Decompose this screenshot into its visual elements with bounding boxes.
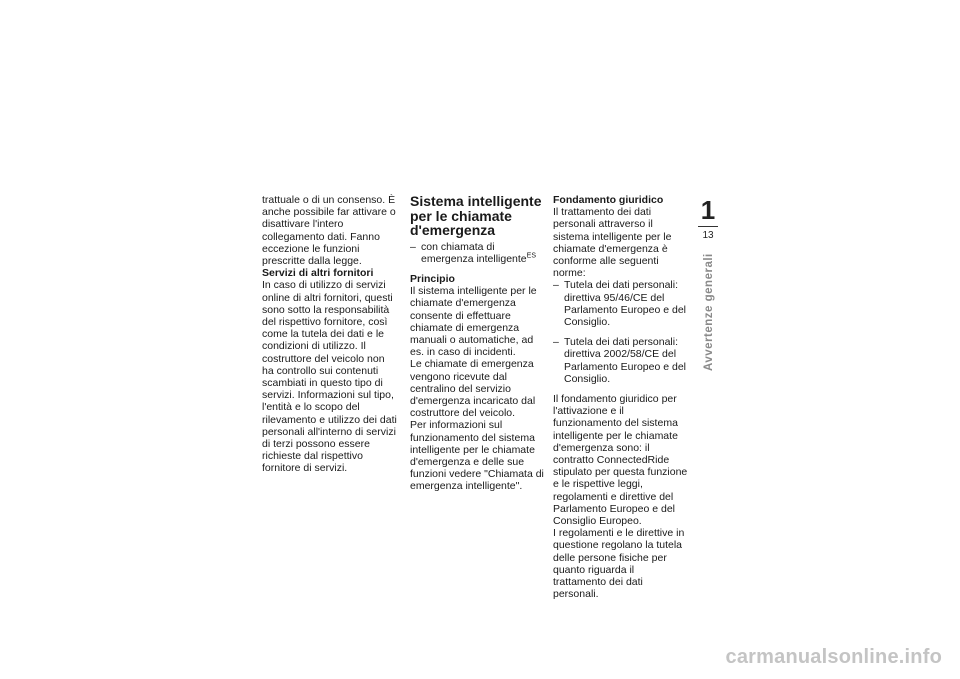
paragraph: trattuale o di un consenso. È anche possibile far attivare o disattivare l'intero collegamento dati. Fanno eccezione le funzioni prescritte dalla legge. bbox=[262, 194, 396, 268]
list-item: – Tutela dei dati personali: direttiva 2002/58/CE del Parlamento Europeo e del Consiglio. bbox=[553, 336, 689, 385]
list-item: – Tutela dei dati personali: direttiva 95/46/CE del Parlamento Europeo e del Consiglio. bbox=[553, 279, 689, 328]
section-heading-principle: Principio bbox=[410, 272, 455, 285]
watermark: carmanualsonline.info bbox=[725, 646, 942, 668]
regulation-list bbox=[553, 279, 689, 385]
paragraph: I regolamenti e le direttive in questione regolano la tutela delle persone fisiche per quanto riguarda il trattamento dei dati personali. bbox=[553, 527, 685, 601]
paragraph: Le chiamate di emergenza vengono ricevute dal centralino del servizio d'emergenza incaricato dal costruttore del veicolo. bbox=[410, 358, 536, 420]
paragraph: Il fondamento giuridico per l'attivazione e il funzionamento del sistema intelligente per le chiamate d'emergenza sono: il contratto ConnectedRide stipulato per questa funzione e le rispettive leggi, regolamenti e direttive del Parlamento Europeo e del Consiglio Europeo. bbox=[553, 393, 688, 528]
text-column-3 bbox=[553, 194, 689, 601]
chapter-divider bbox=[698, 226, 718, 227]
section-heading-legal: Fondamento giuridico bbox=[553, 194, 664, 206]
list-item-text: con chiamata di emergenza intelligente bbox=[421, 240, 527, 265]
feature-list bbox=[410, 241, 544, 265]
text-column-1 bbox=[262, 194, 398, 475]
equipment-superscript: ES bbox=[526, 252, 536, 260]
list-item bbox=[410, 241, 544, 265]
paragraph: Il trattamento dei dati personali attraverso il sistema intelligente per le chiamate d'emergenza è conforme alle seguenti norme: bbox=[553, 206, 672, 280]
section-heading-services: Servizi di altri fornitori bbox=[262, 267, 374, 280]
chapter-title: Avvertenze generali bbox=[703, 253, 715, 371]
paragraph: Per informazioni sul funzionamento del sistema intelligente per le chiamate d'emergenza e delle sue funzioni vedere "Chiamata di emergenza intelligente". bbox=[410, 419, 544, 493]
page-number: 13 bbox=[702, 230, 714, 241]
paragraph: In caso di utilizzo di servizi online di altri fornitori, questi sono sotto la responsabilità del rispettivo fornitore, così come la tutela dei dati e le condizioni di utilizzo. Il costruttore del veicolo non ha controllo sui contenuti scambiati in questo tipo di servizi. Informazioni sul tipo, l'entità e lo scopo del rilevamento e utilizzo dei dati personali all'interno di servizi di terzi possono essere richieste dal rispettivo fornitore di servizi. bbox=[262, 279, 397, 475]
section-title: Sistema intelligente per le chiamate d'emergenza bbox=[410, 193, 542, 238]
chapter-number: 1 bbox=[700, 195, 716, 225]
text-column-2 bbox=[410, 194, 544, 493]
paragraph: Il sistema intelligente per le chiamate d'emergenza consente di effettuare chiamate di emergenza manuali o automatiche, ad es. in caso di incidenti. bbox=[410, 285, 537, 359]
